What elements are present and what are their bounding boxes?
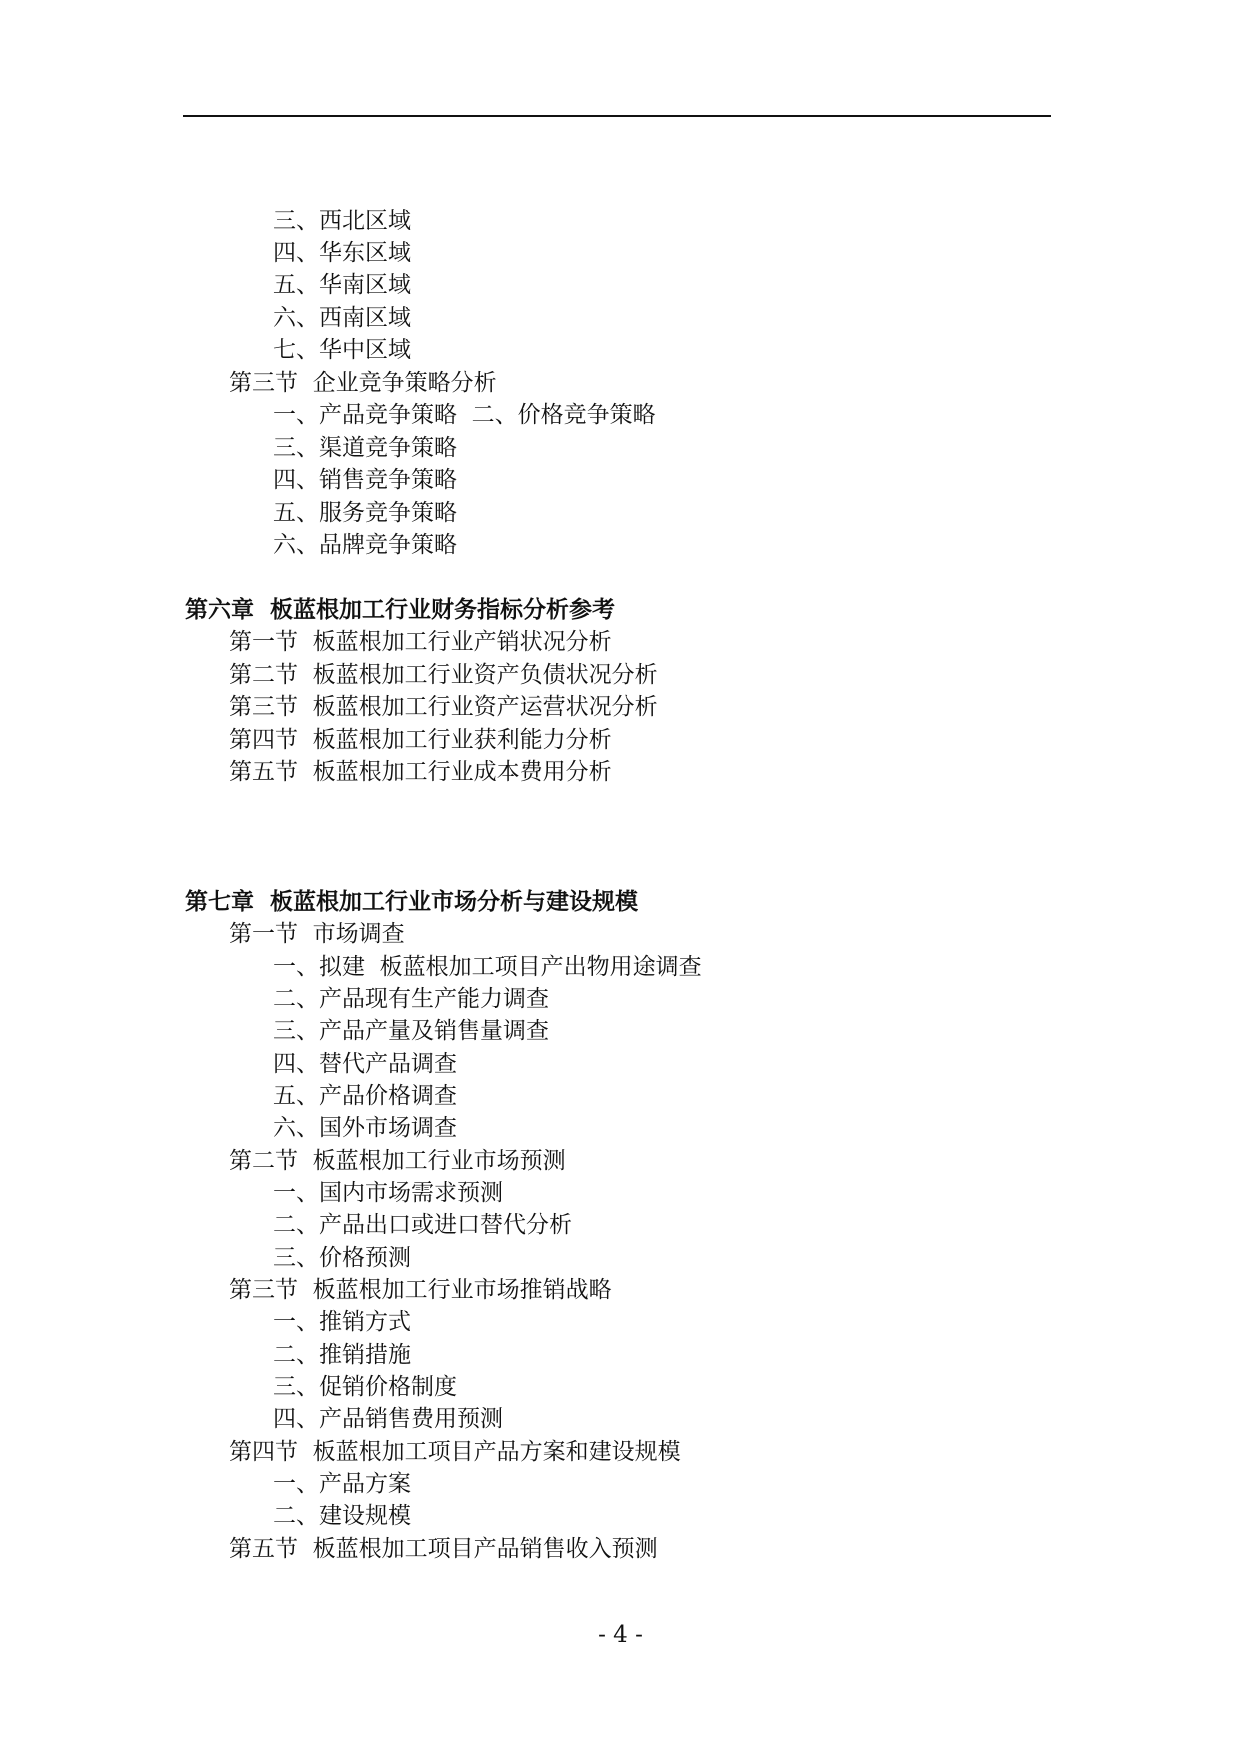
toc-section-entry: 第三节 板蓝根加工行业资产运营状况分析 (229, 694, 658, 720)
toc-subsection-entry: 四、替代产品调查 (273, 1051, 457, 1077)
toc-subsection-entry: 一、推销方式 (273, 1309, 411, 1335)
toc-subsection-entry: 三、促销价格制度 (273, 1374, 457, 1400)
toc-subsection-entry: 六、品牌竞争策略 (273, 532, 457, 558)
toc-subsection-entry: 一、国内市场需求预测 (273, 1180, 503, 1206)
toc-section-entry: 第一节 板蓝根加工行业产销状况分析 (229, 629, 612, 655)
toc-chapter-heading: 第七章 板蓝根加工行业市场分析与建设规模 (185, 888, 639, 915)
toc-section-entry: 第二节 板蓝根加工行业资产负债状况分析 (229, 662, 658, 688)
toc-subsection-entry: 三、渠道竞争策略 (273, 435, 457, 461)
toc-subsection-entry: 三、价格预测 (273, 1245, 411, 1271)
toc-section-entry: 第三节 板蓝根加工行业市场推销战略 (229, 1277, 612, 1303)
toc-subsection-entry: 五、产品价格调查 (273, 1083, 457, 1109)
toc-subsection-entry: 二、推销措施 (273, 1342, 411, 1368)
toc-subsection-entry: 二、产品现有生产能力调查 (273, 986, 549, 1012)
toc-subsection-entry: 七、华中区域 (273, 337, 411, 363)
toc-section-entry: 第一节 市场调查 (229, 921, 405, 947)
page-number: - 4 - (598, 1622, 643, 1648)
toc-subsection-entry: 五、华南区域 (273, 272, 411, 298)
toc-subsection-entry: 六、国外市场调查 (273, 1115, 457, 1141)
toc-subsection-entry: 四、产品销售费用预测 (273, 1406, 503, 1432)
toc-subsection-entry: 五、服务竞争策略 (273, 500, 457, 526)
toc-section-entry: 第四节 板蓝根加工行业获利能力分析 (229, 727, 612, 753)
toc-subsection-entry: 六、西南区域 (273, 305, 411, 331)
toc-subsection-entry: 一、产品方案 (273, 1471, 411, 1497)
toc-section-entry: 第四节 板蓝根加工项目产品方案和建设规模 (229, 1439, 681, 1465)
toc-section-entry: 第五节 板蓝根加工行业成本费用分析 (229, 759, 612, 785)
toc-subsection-entry: 三、产品产量及销售量调查 (273, 1018, 549, 1044)
toc-subsection-entry: 四、销售竞争策略 (273, 467, 457, 493)
toc-section-entry: 第五节 板蓝根加工项目产品销售收入预测 (229, 1536, 658, 1562)
toc-section-entry: 第二节 板蓝根加工行业市场预测 (229, 1148, 566, 1174)
toc-subsection-entry: 二、产品出口或进口替代分析 (273, 1212, 572, 1238)
toc-subsection-entry: 二、建设规模 (273, 1503, 411, 1529)
toc-chapter-heading: 第六章 板蓝根加工行业财务指标分析参考 (185, 596, 616, 623)
toc-subsection-entry: 一、产品竞争策略 二、价格竞争策略 (273, 402, 656, 428)
toc-subsection-entry: 四、华东区域 (273, 240, 411, 266)
toc-subsection-entry: 一、拟建 板蓝根加工项目产出物用途调查 (273, 954, 702, 980)
toc-subsection-entry: 三、西北区域 (273, 208, 411, 234)
toc-section-entry: 第三节 企业竞争策略分析 (229, 370, 497, 396)
